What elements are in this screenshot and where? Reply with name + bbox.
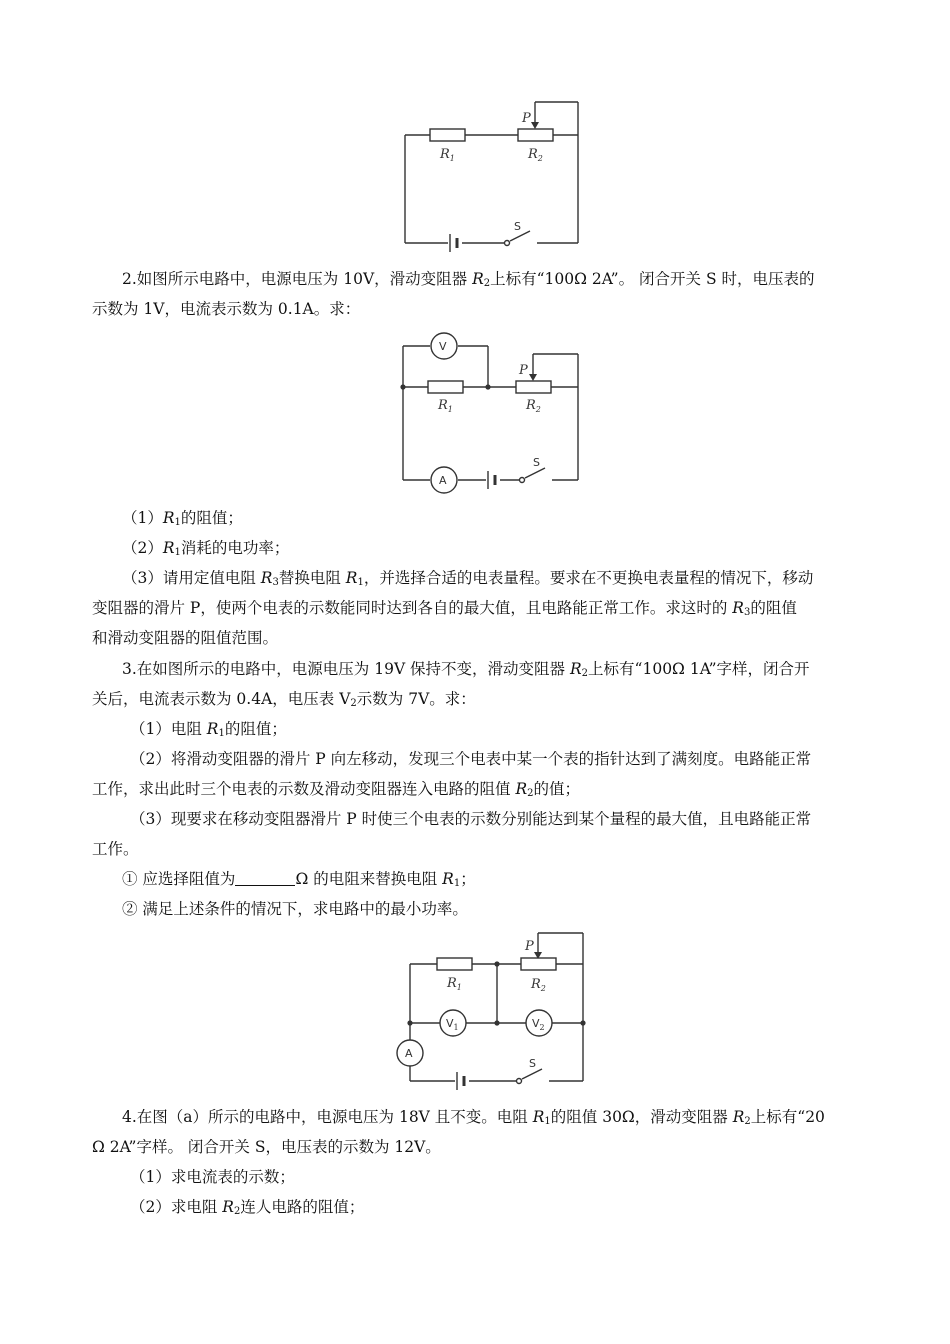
p2-line2: 示数为 1V，电流表示数为 0.1A。求： [92, 300, 361, 318]
svg-text:V2: $V_2$ [532, 1017, 545, 1032]
label-slider-p: P [525, 939, 534, 954]
voltmeter [431, 333, 457, 359]
resistor-r1 [430, 129, 465, 141]
circuit-diagram-1 [400, 98, 585, 250]
p3-q2-line2: 工作，求出此时三个电表的示数及滑动变阻器连入电路的阻值 $R_2$的值； [92, 780, 580, 799]
battery-symbol [488, 471, 495, 489]
p3-q3-line2: 工作。 [92, 840, 139, 858]
svg-text:A: A [439, 474, 447, 487]
voltmeter-v1 [440, 1010, 466, 1036]
resistor-r1 [428, 381, 463, 393]
label-switch-s: S [529, 1057, 536, 1070]
p4-q1: （1）求电流表的示数； [130, 1168, 295, 1186]
label-slider-p: P [522, 111, 531, 126]
circuit-diagram-3 [395, 930, 590, 1090]
battery-symbol [457, 1072, 464, 1090]
label-r2: $R_2$ [531, 977, 546, 993]
rheostat-r2 [521, 958, 556, 970]
resistor-r1 [437, 958, 472, 970]
p3-q3-line1: （3）现要求在移动变阻器滑片 P 时使三个电表的示数分别能达到某个量程的最大值，且电路能正常 [130, 810, 812, 828]
p4-line2: Ω 2A”字样。 闭合开关 S，电压表的示数为 12V。 [92, 1138, 441, 1156]
label-r1: $R_1$ [440, 147, 455, 163]
circuit-wires-1 [405, 102, 578, 243]
switch-s [517, 1079, 522, 1084]
battery-symbol [450, 234, 457, 252]
label-switch-s: S [514, 220, 521, 233]
p4-line1: 4.在图（a）所示的电路中，电源电压为 18V 且不变。电阻 $R_1$的阻值 30Ω，滑动变阻器 $R_2$上标有“20 [122, 1108, 825, 1127]
label-slider-p: P [519, 363, 528, 378]
svg-text:V: V [439, 340, 447, 353]
switch-s [505, 241, 510, 246]
p2-q3-line3: 和滑动变阻器的阻值范围。 [92, 629, 279, 647]
p3-line1: 3.在如图所示的电路中，电源电压为 19V 保持不变，滑动变阻器 $R_2$上标有“100Ω 1A”字样，闭合开 [122, 660, 810, 679]
svg-text:V1: $V_1$ [446, 1017, 459, 1032]
answer-blank [235, 869, 295, 886]
label-r1: $R_1$ [438, 398, 453, 414]
p3-line2: 关后，电流表示数为 0.4A，电压表 $V_2$示数为 7V。求： [92, 690, 476, 709]
ammeter [397, 1040, 423, 1066]
p3-q2-line1: （2）将滑动变阻器的滑片 P 向左移动，发现三个电表中某一个表的指针达到了满刻度。电路能正常 [130, 750, 812, 768]
ammeter [431, 467, 457, 493]
label-r1: $R_1$ [447, 976, 462, 992]
p2-q2: $(2)R_1$消耗的电功率； [122, 539, 290, 558]
rheostat-r2 [516, 381, 551, 393]
circuit-wires-3 [410, 933, 583, 1081]
switch-s [520, 478, 525, 483]
svg-text:A: A [405, 1047, 413, 1060]
circuit-diagram-2 [400, 330, 585, 500]
p2-line1: 2.如图所示电路中，电源电压为 10V，滑动变阻器 $R_2$上标有“100Ω 2A”。 闭合开关 S 时，电压表的 [122, 270, 815, 289]
circuit-wires-2 [403, 346, 578, 480]
voltmeter-v2 [526, 1010, 552, 1036]
p4-q2: （2）求电阻 $R_2$连人电路的阻值； [130, 1198, 365, 1217]
p2-q3-line2: 变阻器的滑片 P，使两个电表的示数能同时达到各自的最大值，且电路能正常工作。求这时的 $R_3$的阻值 [92, 599, 797, 618]
label-r2: $R_2$ [528, 147, 543, 163]
p3-q3-c2: ② 满足上述条件的情况下，求电路中的最小功率。 [122, 900, 468, 918]
rheostat-r2 [518, 129, 553, 141]
p2-q1: $(1)R_1$的阻值； [122, 509, 243, 528]
label-r2: $R_2$ [526, 398, 541, 414]
p2-q3-line1: （3）请用定值电阻 $R_3$替换电阻 $R_1$，并选择合适的电表量程。要求在不更换电表量程的情况下，移动 [122, 569, 814, 588]
p3-q3-c1: ① 应选择阻值为 Ω 的电阻来替换电阻 $R_1$； [122, 870, 476, 889]
label-switch-s: S [533, 456, 540, 469]
p3-q1: （1）电阻 $R_1$的阻值； [130, 720, 287, 739]
